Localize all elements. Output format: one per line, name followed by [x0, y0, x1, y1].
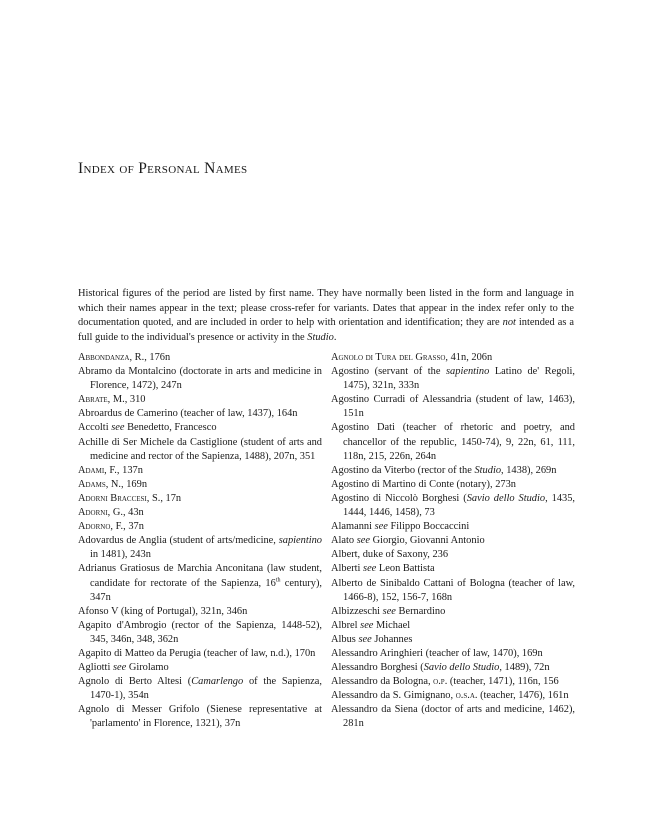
index-entry: Agapito d'Ambrogio (rector of the Sapienza, 1448-52), 345, 346n, 348, 362n — [78, 619, 322, 645]
index-entry: Alessandro da Siena (doctor of arts and medicine, 1462), 281n — [331, 704, 575, 730]
index-entry: Alessandro da Bologna, o.p. (teacher, 1471), 116n, 156 — [331, 676, 559, 688]
index-entry: Agnolo di Messer Grifolo (Sienese representative at 'parlamento' in Florence, 1321), 37n — [78, 704, 322, 730]
index-entry: Adams, N., 169n — [78, 478, 148, 490]
index-entry: Adorni Braccesi, S., 17n — [78, 492, 182, 504]
index-entry: Alessandro Borghesi (Savio dello Studio, 1489), 72n — [331, 662, 550, 674]
index-entry: Adrianus Gratiosus de Marchia Anconitana (law student, candidate for rectorate of the Sapienza, 16th century), 347n — [78, 563, 323, 603]
index-entry: Agostino (servant of the sapientino Latino de' Regoli, 1475), 321n, 333n — [331, 366, 575, 392]
index-entry: Adorno, F., 37n — [78, 521, 144, 533]
index-entry: Abroardus de Camerino (teacher of law, 1437), 164n — [78, 408, 298, 420]
index-entry: Agostino Curradi of Alessandria (student of law, 1463), 151n — [331, 394, 575, 420]
index-entry: Alessandro da S. Gimignano, o.s.a. (teacher, 1476), 161n — [331, 690, 569, 702]
index-entry: Albrel see Michael — [331, 619, 411, 631]
index-entry: Albert, duke of Saxony, 236 — [331, 549, 449, 561]
index-entry: Abramo da Montalcino (doctorate in arts and medicine in Florence, 1472), 247n — [78, 366, 322, 392]
index-entry: Alamanni see Filippo Boccaccini — [331, 521, 470, 533]
index-entry: Agliotti see Girolamo — [78, 662, 169, 674]
index-entry: Agostino da Viterbo (rector of the Studio, 1438), 269n — [331, 464, 557, 476]
index-entry: Agnolo di Tura del Grasso, 41n, 206n — [331, 352, 493, 363]
index-entry: Adovardus de Anglia (student of arts/medicine, sapientino in 1481), 243n — [78, 535, 322, 561]
index-column-left — [78, 351, 322, 732]
index-entry: Albus see Johannes — [331, 633, 413, 645]
intro-paragraph: Historical figures of the period are listed by first name. They have normally been listed in the form and language in which their names appear in the text; please cross-refer for variants. Dates that appear in the index refer only to the documentation quoted, and are included in order to help with orientation and identification; they are not intended as a full guide to the individual's presence or activity in the Studio. — [78, 288, 574, 343]
index-entry: Accolti see Benedetto, Francesco — [78, 422, 217, 434]
index-entry: Agostino di Niccolò Borghesi (Savio dello Studio, 1435, 1444, 1446, 1458), 73 — [331, 492, 575, 519]
index-entry: Abrate, M., 310 — [78, 394, 146, 406]
index-entry: Albizzeschi see Bernardino — [331, 605, 446, 617]
index-entry: Agostino Dati (teacher of rhetoric and poetry, and chancellor of the republic, 1450-74), 9, 22n, 61, 111, 118n, 215, 226n, 264n — [331, 422, 575, 462]
index-entry: Agostino di Martino di Conte (notary), 273n — [331, 478, 516, 490]
index-entry: Alberto de Sinibaldo Cattani of Bologna (teacher of law, 1466-8), 152, 156-7, 168n — [331, 577, 575, 603]
index-entry: Afonso V (king of Portugal), 321n, 346n — [78, 605, 248, 617]
page-title: Index of Personal Names — [78, 160, 248, 177]
index-entry: Adami, F., 137n — [78, 464, 143, 476]
index-entry: Abbondanza, R., 176n — [78, 352, 171, 363]
index-entry: Alato see Giorgio, Giovanni Antonio — [331, 535, 485, 547]
index-column-right — [331, 351, 575, 732]
index-entry: Adorni, G., 43n — [78, 507, 144, 519]
index-entry: Alberti see Leon Battista — [331, 563, 435, 575]
index-entry: Achille di Ser Michele da Castiglione (student of arts and medicine and rector of the Sapienza, 1488), 207n, 351 — [78, 436, 322, 462]
index-entry: Alessandro Aringhieri (teacher of law, 1470), 169n — [331, 647, 543, 659]
index-entry: Agnolo di Berto Altesi (Camarlengo of the Sapienza, 1470-1), 354n — [78, 676, 323, 702]
index-entry: Agapito di Matteo da Perugia (teacher of law, n.d.), 170n — [78, 647, 316, 659]
